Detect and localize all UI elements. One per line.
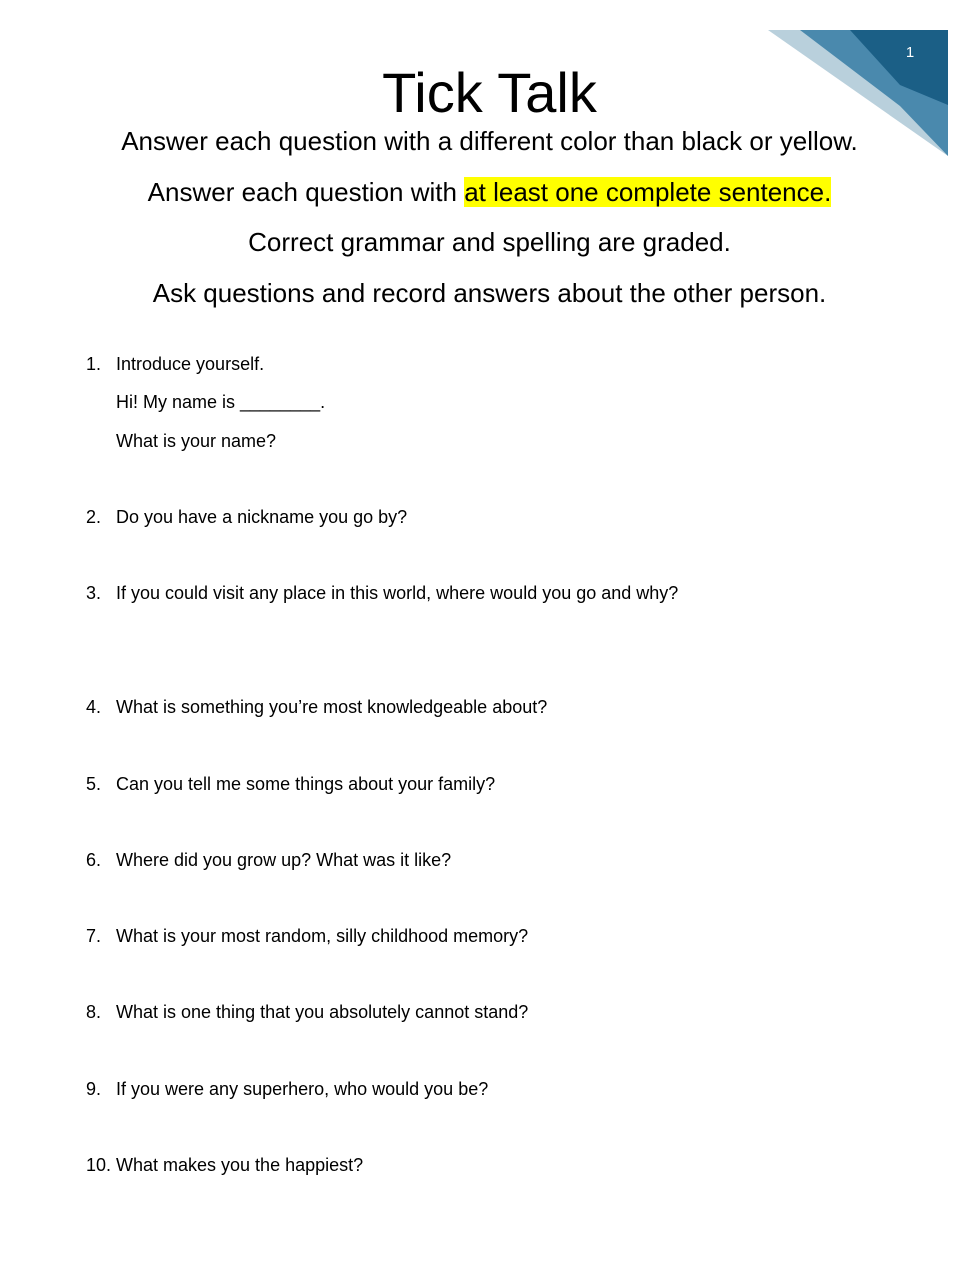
question-text: If you could visit any place in this world, where would you go and why? xyxy=(116,583,679,603)
question-text: Where did you grow up? What was it like? xyxy=(116,850,452,870)
instruction-line-3: Correct grammar and spelling are graded. xyxy=(248,227,731,257)
question-text: If you were any superhero, who would you be? xyxy=(116,1079,489,1099)
instruction-line-1: Answer each question with a different color than black or yellow. xyxy=(121,126,858,156)
question-number: 9. xyxy=(86,1079,102,1099)
question-number: 8. xyxy=(86,1002,102,1022)
question-number: 4. xyxy=(86,697,102,717)
question-number: 1. xyxy=(86,354,102,374)
question-text: Do you have a nickname you go by? xyxy=(116,507,408,527)
instruction-line-2-prefix: Answer each question with xyxy=(147,177,465,207)
question-number: 7. xyxy=(86,926,102,946)
question-subtext: Hi! My name is ________. xyxy=(116,392,326,412)
question-text: What is one thing that you absolutely cannot stand? xyxy=(116,1002,529,1022)
question-number: 6. xyxy=(86,850,102,870)
instruction-line-2 xyxy=(0,175,979,209)
question-subtext: What is your name? xyxy=(116,431,277,451)
highlighted-requirement: at least one complete sentence. xyxy=(464,177,832,207)
question-text: Can you tell me some things about your family? xyxy=(116,774,496,794)
page-number: 1 xyxy=(905,44,915,61)
instruction-line-4: Ask questions and record answers about the other person. xyxy=(152,278,827,308)
question-text: What is something you’re most knowledgeable about? xyxy=(116,697,548,717)
question-number: 2. xyxy=(86,507,102,527)
question-text: What is your most random, silly childhood memory? xyxy=(116,926,529,946)
question-text: Introduce yourself. xyxy=(116,354,265,374)
question-number: 5. xyxy=(86,774,102,794)
document-title: Tick Talk xyxy=(382,61,597,124)
question-number: 3. xyxy=(86,583,102,603)
question-number: 10. xyxy=(86,1155,112,1175)
question-text: What makes you the happiest? xyxy=(116,1155,364,1175)
